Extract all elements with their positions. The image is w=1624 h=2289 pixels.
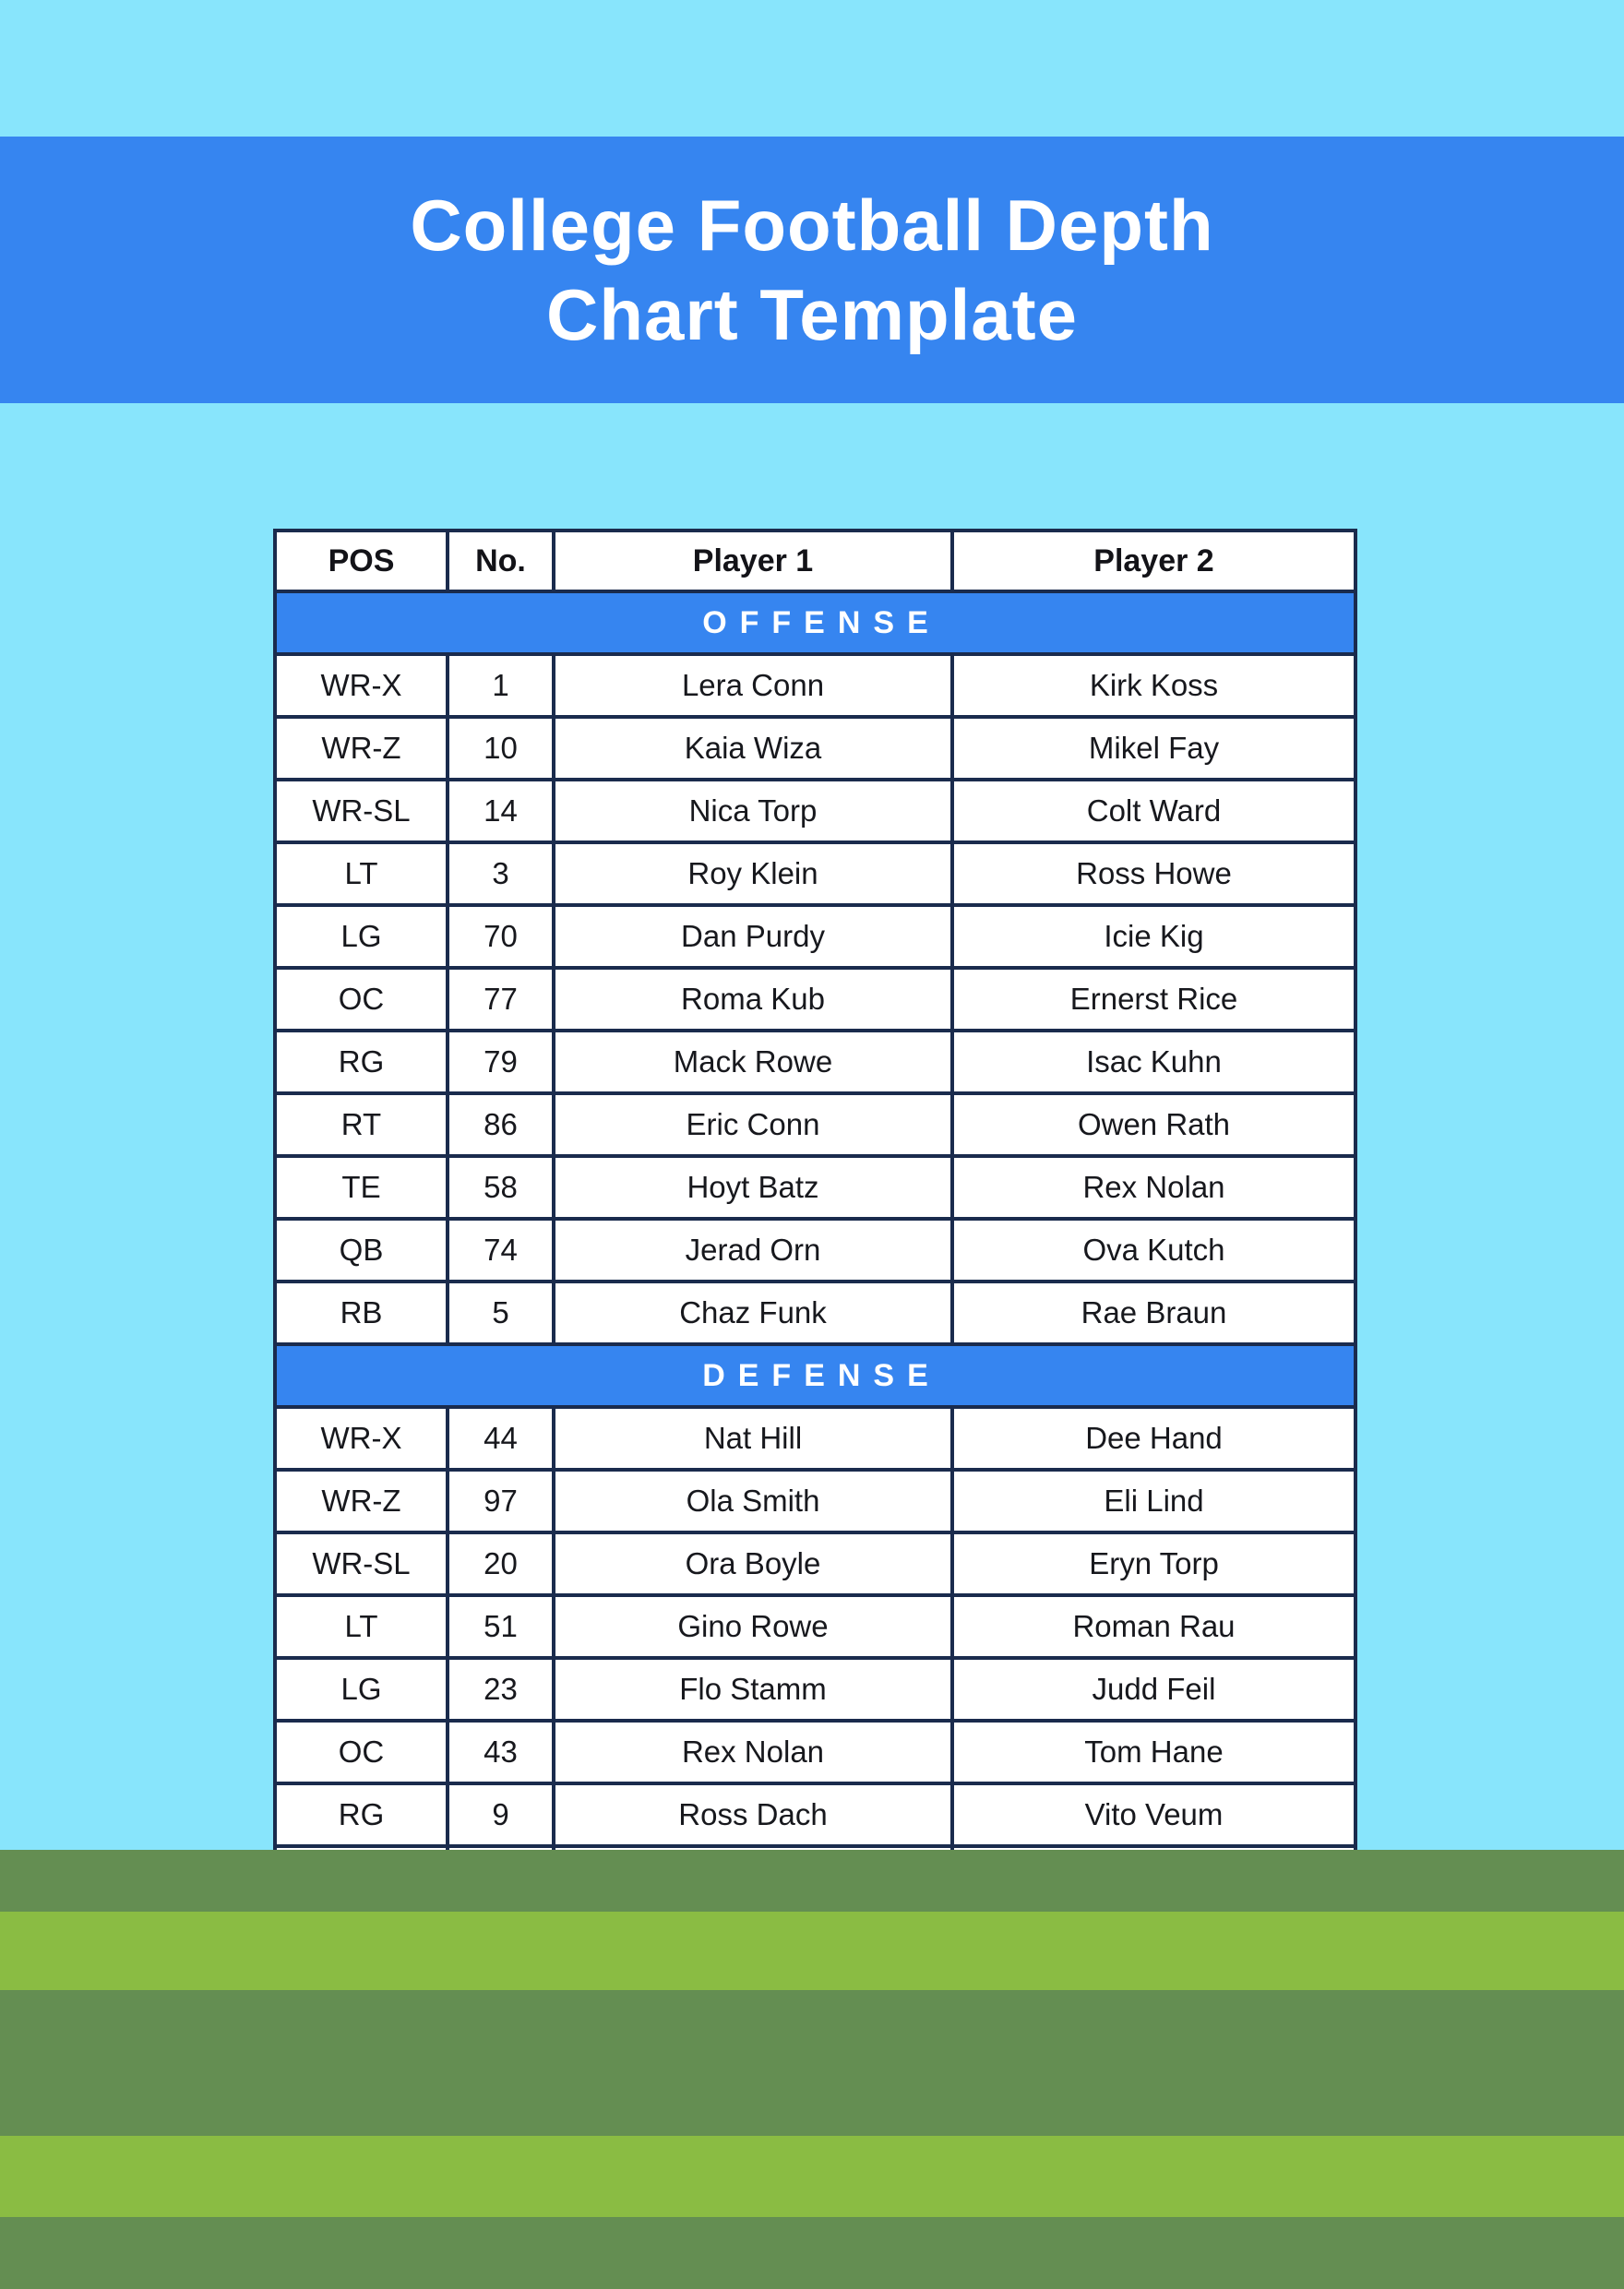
table-row xyxy=(275,1470,1355,1532)
player1-cell: Ola Smith xyxy=(554,1470,952,1532)
number-cell: 51 xyxy=(448,1595,554,1658)
table-row xyxy=(275,780,1355,842)
player1-cell: Nat Hill xyxy=(554,1407,952,1470)
number-cell: 1 xyxy=(448,654,554,717)
section-header-offense: OFFENSE xyxy=(275,591,1355,654)
table-row xyxy=(275,1031,1355,1093)
player1-cell: Ross Dach xyxy=(554,1783,952,1846)
page-title-line2: Chart Template xyxy=(546,273,1078,355)
number-cell: 58 xyxy=(448,1156,554,1219)
number-cell: 10 xyxy=(448,717,554,780)
header-player1: Player 1 xyxy=(554,531,952,591)
player2-cell: Eli Lind xyxy=(952,1470,1355,1532)
number-cell: 5 xyxy=(448,1282,554,1344)
player2-cell: Tom Hane xyxy=(952,1721,1355,1783)
field-stripe-dark-1 xyxy=(0,1850,1624,1912)
player1-cell: Kaia Wiza xyxy=(554,717,952,780)
player1-cell: Roy Klein xyxy=(554,842,952,905)
number-cell: 9 xyxy=(448,1783,554,1846)
number-cell: 86 xyxy=(448,1093,554,1156)
player1-cell: Eric Conn xyxy=(554,1093,952,1156)
player1-cell: Flo Stamm xyxy=(554,1658,952,1721)
number-cell: 44 xyxy=(448,1407,554,1470)
table-row xyxy=(275,654,1355,717)
section-row-offense xyxy=(275,591,1355,654)
page-title-line1: College Football Depth xyxy=(410,184,1214,266)
player2-cell: Icie Kig xyxy=(952,905,1355,968)
number-cell: 97 xyxy=(448,1470,554,1532)
player2-cell: Colt Ward xyxy=(952,780,1355,842)
pos-cell: WR-Z xyxy=(275,1470,448,1532)
table-row xyxy=(275,1282,1355,1344)
field-stripe-bright-2 xyxy=(0,2136,1624,2217)
pos-cell: WR-SL xyxy=(275,1532,448,1595)
player2-cell: Mikel Fay xyxy=(952,717,1355,780)
player1-cell: Ora Boyle xyxy=(554,1532,952,1595)
player2-cell: Ross Howe xyxy=(952,842,1355,905)
table-row xyxy=(275,1532,1355,1595)
player1-cell: Jerad Orn xyxy=(554,1219,952,1282)
player2-cell: Eryn Torp xyxy=(952,1532,1355,1595)
field-stripe-bright-1 xyxy=(0,1912,1624,1990)
header-player2: Player 2 xyxy=(952,531,1355,591)
table-row xyxy=(275,1783,1355,1846)
player2-cell: Roman Rau xyxy=(952,1595,1355,1658)
player2-cell: Vito Veum xyxy=(952,1783,1355,1846)
header-no: No. xyxy=(448,531,554,591)
pos-cell: RB xyxy=(275,1282,448,1344)
table-row xyxy=(275,1156,1355,1219)
pos-cell: RG xyxy=(275,1783,448,1846)
table-row xyxy=(275,968,1355,1031)
player2-cell: Ernerst Rice xyxy=(952,968,1355,1031)
pos-cell: LT xyxy=(275,842,448,905)
table-row xyxy=(275,1407,1355,1470)
title-banner xyxy=(0,137,1624,403)
number-cell: 79 xyxy=(448,1031,554,1093)
number-cell: 77 xyxy=(448,968,554,1031)
table-row xyxy=(275,842,1355,905)
section-header-defense: DEFENSE xyxy=(275,1344,1355,1407)
pos-cell: QB xyxy=(275,1219,448,1282)
table-row xyxy=(275,1595,1355,1658)
player2-cell: Rae Braun xyxy=(952,1282,1355,1344)
player1-cell: Hoyt Batz xyxy=(554,1156,952,1219)
number-cell: 20 xyxy=(448,1532,554,1595)
pos-cell: RT xyxy=(275,1093,448,1156)
table-row xyxy=(275,1093,1355,1156)
section-row-defense xyxy=(275,1344,1355,1407)
pos-cell: OC xyxy=(275,968,448,1031)
number-cell: 14 xyxy=(448,780,554,842)
number-cell: 74 xyxy=(448,1219,554,1282)
pos-cell: WR-X xyxy=(275,654,448,717)
field-stripe-dark-3 xyxy=(0,2217,1624,2289)
player2-cell: Rex Nolan xyxy=(952,1156,1355,1219)
pos-cell: RG xyxy=(275,1031,448,1093)
table-row xyxy=(275,1721,1355,1783)
player1-cell: Mack Rowe xyxy=(554,1031,952,1093)
pos-cell: WR-Z xyxy=(275,717,448,780)
player1-cell: Nica Torp xyxy=(554,780,952,842)
player1-cell: Rex Nolan xyxy=(554,1721,952,1783)
pos-cell: LG xyxy=(275,1658,448,1721)
number-cell: 23 xyxy=(448,1658,554,1721)
table-row xyxy=(275,1658,1355,1721)
football-field-stripes xyxy=(0,1850,1624,2289)
table-header-row xyxy=(275,531,1355,591)
number-cell: 70 xyxy=(448,905,554,968)
player1-cell: Gino Rowe xyxy=(554,1595,952,1658)
number-cell: 43 xyxy=(448,1721,554,1783)
player1-cell: Lera Conn xyxy=(554,654,952,717)
table-row xyxy=(275,1219,1355,1282)
field-stripe-dark-2 xyxy=(0,1990,1624,2136)
number-cell: 3 xyxy=(448,842,554,905)
table-row xyxy=(275,717,1355,780)
pos-cell: LG xyxy=(275,905,448,968)
player2-cell: Judd Feil xyxy=(952,1658,1355,1721)
player2-cell: Owen Rath xyxy=(952,1093,1355,1156)
header-pos: POS xyxy=(275,531,448,591)
pos-cell: TE xyxy=(275,1156,448,1219)
player2-cell: Dee Hand xyxy=(952,1407,1355,1470)
pos-cell: LT xyxy=(275,1595,448,1658)
pos-cell: WR-SL xyxy=(275,780,448,842)
player1-cell: Roma Kub xyxy=(554,968,952,1031)
player2-cell: Kirk Koss xyxy=(952,654,1355,717)
player1-cell: Chaz Funk xyxy=(554,1282,952,1344)
player2-cell: Ova Kutch xyxy=(952,1219,1355,1282)
pos-cell: WR-X xyxy=(275,1407,448,1470)
player1-cell: Dan Purdy xyxy=(554,905,952,968)
player2-cell: Isac Kuhn xyxy=(952,1031,1355,1093)
table-row xyxy=(275,905,1355,968)
pos-cell: OC xyxy=(275,1721,448,1783)
